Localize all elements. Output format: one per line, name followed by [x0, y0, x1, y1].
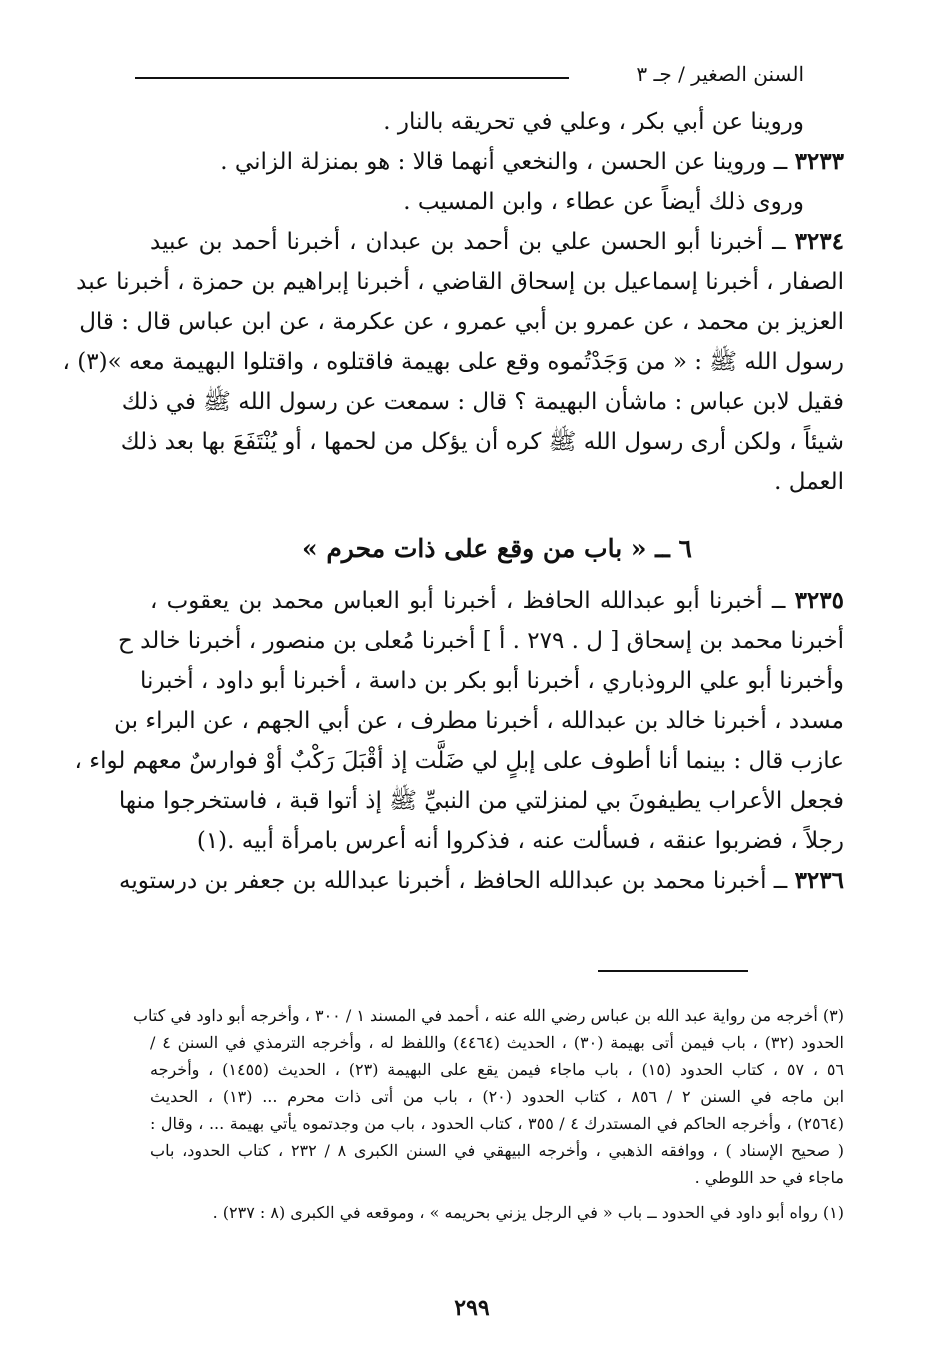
line-text: رسول الله ﷺ : « من وَجَدْتُموه وقع على بهيمة فاقتلوه ، واقتلوا البهيمة معه »(٣) ، — [62, 349, 844, 375]
line-text: عازب قال : بينما أنا أطوف على إبلٍ لي ضَلَّت إذ أقْبَلَ رَكْبٌ أوْ فوارسٌ معهم لواء ، — [74, 748, 844, 774]
line-text: ــ أخبرنا أبو عبدالله الحافظ ، أخبرنا أبو العباس محمد بن يعقوب ، — [150, 588, 786, 614]
line-text: فقيل لابن عباس : ماشأن البهيمة ؟ قال : سمعت عن رسول الله ﷺ في ذلك — [121, 389, 844, 415]
header-rule — [135, 77, 569, 79]
text-line — [76, 262, 844, 302]
text-line — [120, 422, 844, 462]
line-text: العمل . — [774, 469, 844, 495]
line-text: وروى ذلك أيضاً عن عطاء ، وابن المسيب . — [403, 189, 804, 215]
footnote-line: (١) رواه أبو داود في الحدود ــ باب « في الرجل يزني بحريمه » ، وموقعه في الكبرى (٨ : ٢٣٧) . — [212, 1203, 844, 1222]
footnote-line: (٢٥٦٤) ، وأخرجه الحاكم في المستدرك ٤ / ٣٥٥ ، كتاب الحدود ، باب من وجدتموه يأتي بهيمة ... ، وقال : — [150, 1114, 844, 1133]
hadith-number: ٣٢٣٦ — [794, 867, 844, 894]
footnote-line: ٥٦ ، ٥٧ ، كتاب الحدود (١٥) ، باب ماجاء فيمن يقع على البهيمة (٢٣) ، الحديث (١٤٥٥) ، وأخرجه — [150, 1060, 845, 1079]
footnote-rule — [598, 970, 748, 972]
text-line — [150, 102, 844, 142]
text-line — [139, 661, 844, 701]
chapter-heading: ٦ ــ « باب من وقع على ذات محرم » — [302, 534, 692, 563]
hadith-number: ٣٢٣٥ — [794, 587, 844, 614]
header-title: السنن الصغير / جـ ٣ — [636, 62, 804, 86]
line-text: مسدد ، أخبرنا خالد بن عبدالله ، أخبرنا مطرف ، عن أبي الجهم ، عن البراء بن — [114, 708, 844, 734]
text-line — [150, 222, 844, 262]
footnote-line: الحدود (٣٢) ، باب فيمن أتى بهيمة (٣٠) ، الحديث (٤٤٦٤) واللفظ له ، وأخرجه الترمذي في السنن ٤ / — [150, 1033, 844, 1052]
main-text — [62, 102, 844, 901]
footnotes — [132, 1002, 845, 1226]
text-line — [62, 342, 844, 382]
footnote-line: ماجاء في حد اللوطي . — [694, 1168, 844, 1187]
text-line — [150, 821, 844, 861]
text-line — [118, 781, 844, 821]
footnote-line: (٣) أخرجه من رواية عبد الله بن عباس رضي الله عنه ، أحمد في المسند ١ / ٣٠٠ ، وأخرجه أبو داود في كتاب — [132, 1006, 844, 1025]
text-line — [119, 861, 844, 901]
line-text: فجعل الأعراب يطيفونَ بي لمنزلتي من النبيِّ ﷺ إذ أتوا قبة ، فاستخرجوا منها — [118, 788, 844, 814]
footnote-line: ابن ماجه في السنن ٢ / ٨٥٦ ، كتاب الحدود (٢٠) ، باب من أتى ذات محرم ... (١٣) ، الحديث — [150, 1087, 845, 1106]
text-line — [150, 142, 844, 182]
hadith-number: ٣٢٣٤ — [794, 228, 844, 255]
text-block-1 — [62, 102, 844, 502]
hadith-number: ٣٢٣٣ — [794, 148, 844, 175]
line-text: العزيز بن محمد ، عن عمرو بن أبي عمرو ، عن عكرمة ، عن ابن عباس قال : قال — [79, 309, 844, 335]
line-text: الصفار ، أخبرنا إسماعيل بن إسحاق القاضي ، أخبرنا إبراهيم بن حمزة ، أخبرنا عبد — [76, 269, 844, 295]
text-line — [150, 182, 844, 222]
running-header — [135, 62, 804, 94]
text-line — [114, 701, 844, 741]
line-text: وروينا عن أبي بكر ، وعلي في تحريقه بالنار . — [383, 109, 804, 135]
line-text: ــ أخبرنا أبو الحسن علي بن أحمد بن عبدان ، أخبرنا أحمد بن عبيد — [150, 229, 786, 255]
line-text: أخبرنا محمد بن إسحاق [ ل . ٢٧٩ . أ ] أخبرنا مُعلى بن منصور ، أخبرنا خالد ح — [118, 628, 844, 654]
text-line — [150, 581, 844, 621]
line-text: شيئاً ، ولكن أرى رسول الله ﷺ كره أن يؤكل من لحمها ، أو يُنْتَفَعَ بها بعد ذلك — [120, 429, 844, 455]
footnote-line: ( صحيح الإسناد ) ، ووافقه الذهبي ، وأخرجه البيهقي في السنن الكبرى ٨ / ٢٣٢ ، كتاب الحدود، باب — [150, 1141, 845, 1160]
text-line — [150, 462, 844, 502]
line-text: ــ وروينا عن الحسن ، والنخعي أنهما قالا : هو بمنزلة الزاني . — [220, 149, 788, 175]
line-text: وأخبرنا أبو علي الروذباري ، أخبرنا أبو بكر بن داسة ، أخبرنا أبو داود ، أخبرنا — [139, 668, 844, 694]
text-line — [118, 621, 844, 661]
page-number: ٢٩٩ — [454, 1295, 490, 1321]
line-text: رجلاً ، فضربوا عنقه ، فسألت عنه ، فذكروا أنه أعرس بامرأة أبيه .(١) — [196, 828, 844, 854]
footnote-gap — [150, 1191, 844, 1199]
text-line — [79, 302, 844, 342]
line-text: ــ أخبرنا محمد بن عبدالله الحافظ ، أخبرنا عبدالله بن جعفر بن درستويه — [119, 868, 788, 894]
text-block-2 — [74, 581, 844, 901]
text-line — [121, 382, 844, 422]
text-line — [74, 741, 844, 781]
